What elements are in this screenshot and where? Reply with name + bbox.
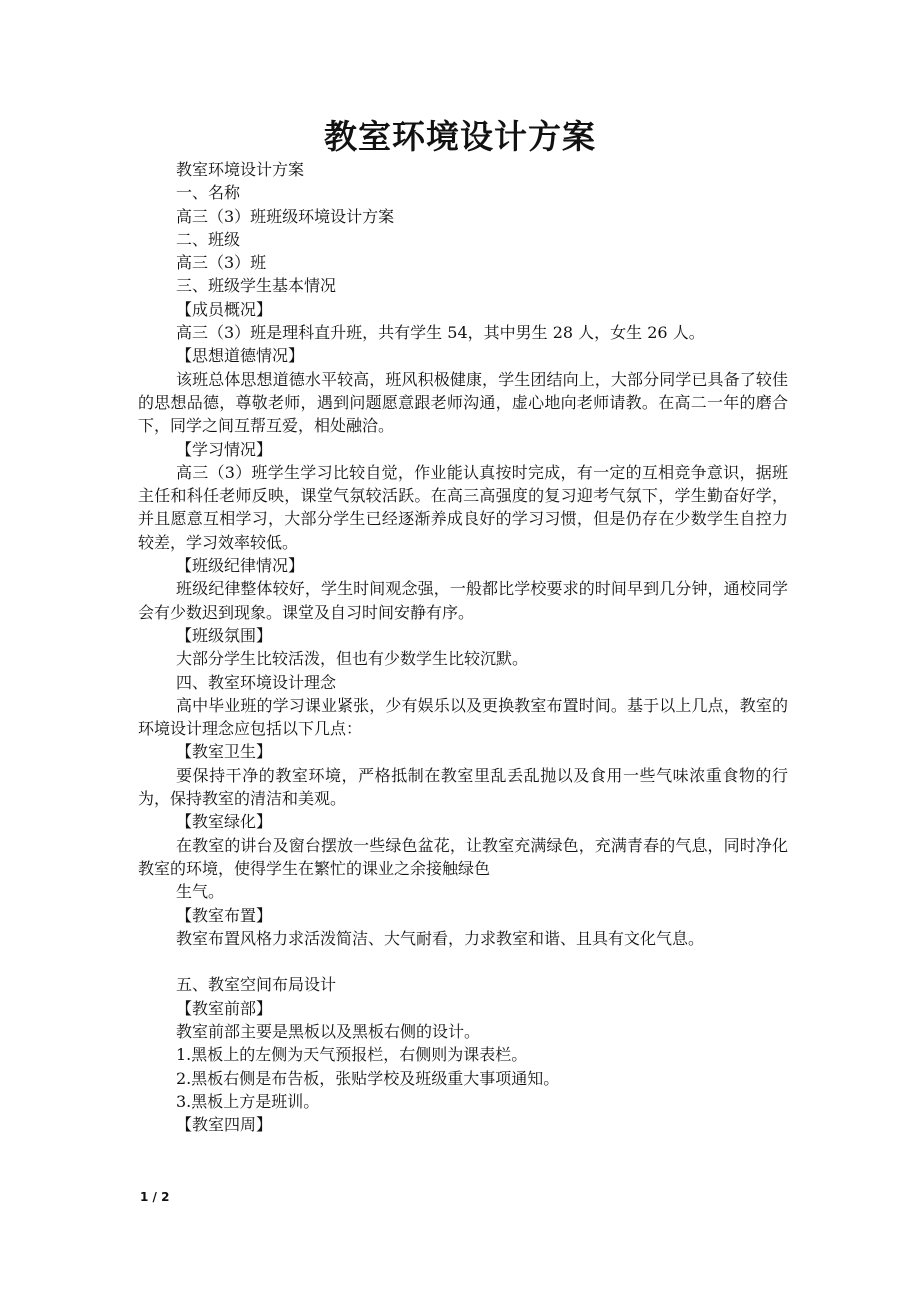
list-item-1: 1.黑板上的左侧为天气预报栏，右侧则为课表栏。 xyxy=(176,1045,528,1065)
greening-paragraph-end: 生气。 xyxy=(176,882,225,902)
subheading-front: 【教室前部】 xyxy=(176,998,273,1018)
doc-subtitle: 教室环境设计方案 xyxy=(176,160,305,179)
section-heading-concept: 四、教室环境设计理念 xyxy=(176,672,337,692)
atmosphere-paragraph: 大部分学生比较活泼，但也有少数学生比较沉默。 xyxy=(176,649,529,669)
subheading-study: 【学习情况】 xyxy=(176,439,273,459)
subheading-layout: 【教室布置】 xyxy=(176,905,273,925)
subheading-members: 【成员概况】 xyxy=(176,299,273,319)
class-plan-name: 高三（3）班班级环境设计方案 xyxy=(176,206,395,226)
subheading-greening: 【教室绿化】 xyxy=(176,812,273,832)
list-item-3: 3.黑板上方是班训。 xyxy=(176,1091,320,1111)
section-heading-space: 五、教室空间布局设计 xyxy=(176,975,337,995)
subheading-atmosphere: 【班级氛围】 xyxy=(176,625,273,645)
members-paragraph: 高三（3）班是理科直升班，共有学生 54，其中男生 28 人，女生 26 人。 xyxy=(176,323,705,343)
section-heading-name: 一、名称 xyxy=(176,183,241,203)
greening-paragraph: 在教室的讲台及窗台摆放一些绿色盆花，让教室充满绿色，充满青春的气息，同时净化教室的环境，使得学生在繁忙的课业之余接触绿色 xyxy=(138,835,788,878)
subheading-moral: 【思想道德情况】 xyxy=(176,346,305,366)
front-paragraph: 教室前部主要是黑板以及黑板右侧的设计。 xyxy=(176,1021,481,1041)
list-item-2: 2.黑板右侧是布告板，张贴学校及班级重大事项通知。 xyxy=(176,1068,560,1088)
subheading-surroundings: 【教室四周】 xyxy=(176,1115,273,1135)
class-name: 高三（3）班 xyxy=(176,253,267,273)
section-heading-student-info: 三、班级学生基本情况 xyxy=(176,276,337,296)
discipline-paragraph: 班级纪律整体较好，学生时间观念强，一般都比学校要求的时间早到几分钟，通校同学会有少数迟到现象。课堂及自习时间安静有序。 xyxy=(138,579,788,622)
blank-line xyxy=(138,950,788,973)
section-heading-class: 二、班级 xyxy=(176,229,241,249)
hygiene-paragraph: 要保持干净的教室环境，严格抵制在教室里乱丢乱抛以及食用一些气味浓重食物的行为，保持教室的清洁和美观。 xyxy=(138,765,788,809)
concept-paragraph: 高中毕业班的学习课业紧张，少有娱乐以及更换教室布置时间。基于以上几点，教室的环境设计理念应包括以下几点： xyxy=(138,695,788,739)
moral-paragraph: 该班总体思想道德水平较高，班风积极健康，学生团结向上，大部分同学已具备了较佳的思想品德，尊敬老师，遇到问题愿意跟老师沟通，虚心地向老师请教。在高二一年的磨合下，同学之间互帮互爱，相处融洽。 xyxy=(138,369,788,436)
document-body xyxy=(138,158,788,1136)
study-paragraph: 高三（3）班学生学习比较自觉，作业能认真按时完成，有一定的互相竞争意识，据班主任和科任老师反映，课堂气氛较活跃。在高三高强度的复习迎考气氛下，学生勤奋好学，并且愿意互相学习，大部分学生已经逐渐养成良好的学习习惯，但是仍存在少数学生自控力较差，学习效率较低。 xyxy=(138,462,788,552)
layout-paragraph: 教室布置风格力求活泼简洁、大气耐看，力求教室和谐、且具有文化气息。 xyxy=(176,928,705,948)
subheading-hygiene: 【教室卫生】 xyxy=(176,742,273,762)
document-title: 教室环境设计方案 xyxy=(324,117,596,156)
subheading-discipline: 【班级纪律情况】 xyxy=(176,556,305,576)
page-number: 1 / 2 xyxy=(140,1190,170,1204)
